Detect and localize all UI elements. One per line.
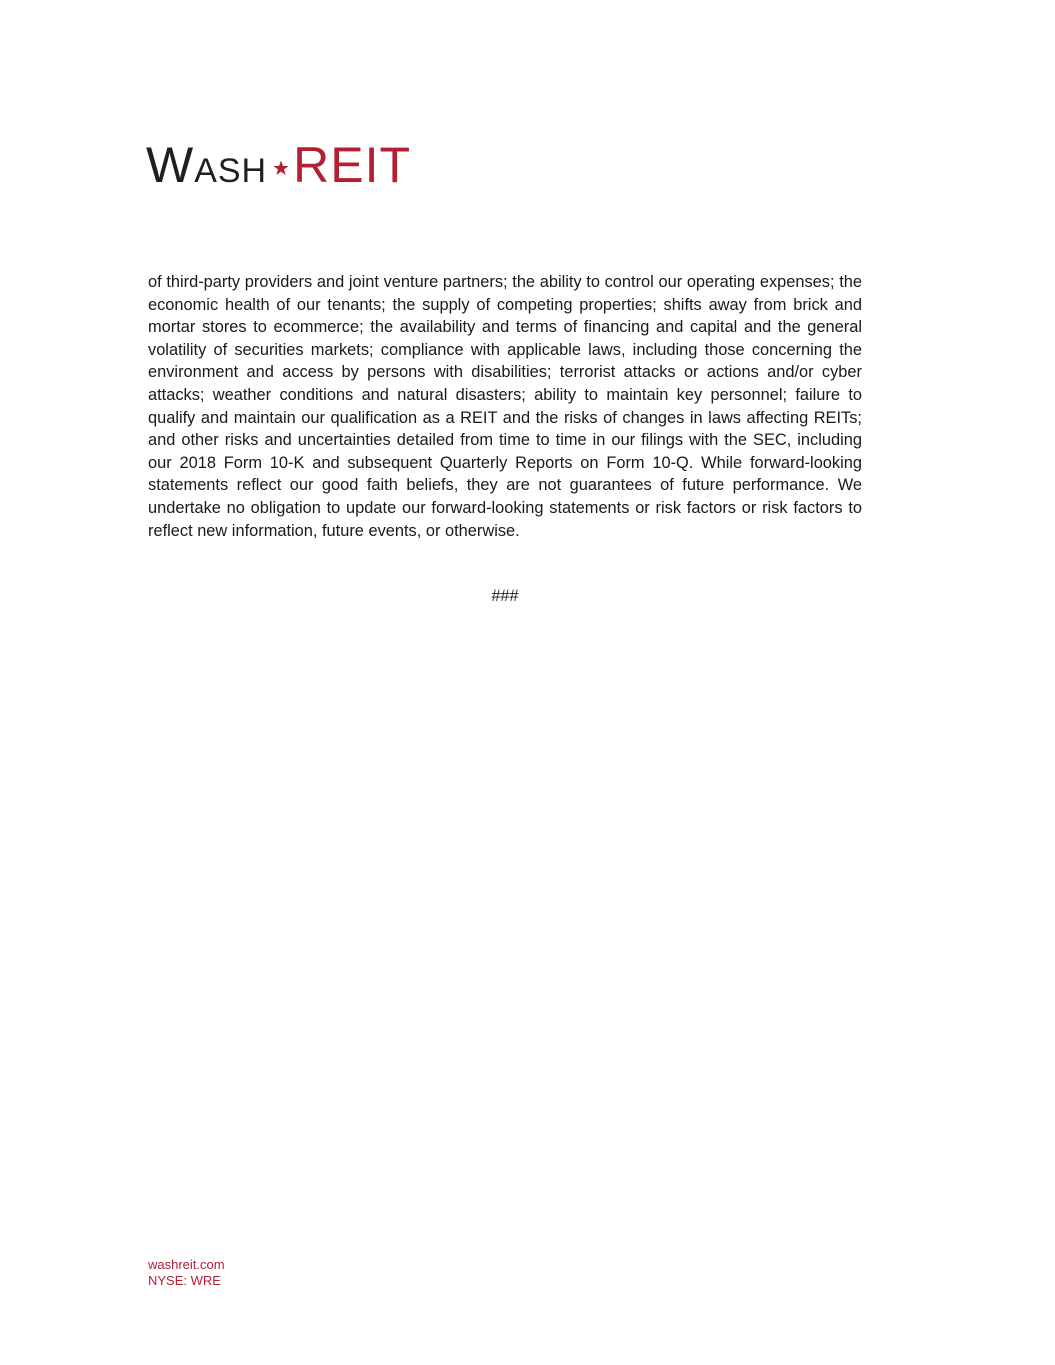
logo-reit-wordmark: REIT xyxy=(293,137,412,193)
forward-looking-statements-paragraph: of third-party providers and joint venture partners; the ability to control our operating expenses; the economic health of our tenants; the supply of competing properties; shifts away from brick and mortar stores to ecommerce; the availability and terms of financing and capital and the general volatility of securities markets; compliance with applicable laws, including those concerning the environment and access by persons with disabilities; terrorist attacks or actions and/or cyber attacks; weather conditions and natural disasters; ability to maintain key personnel; failure to qualify and maintain our qualification as a REIT and the risks of changes in laws affecting REITs; and other risks and uncertainties detailed from time to time in our filings with the SEC, including our 2018 Form 10-K and subsequent Quarterly Reports on Form 10-Q. While forward-looking statements reflect our good faith beliefs, they are not guarantees of future performance. We undertake no obligation to update our forward-looking statements or risk factors or risk factors to reflect new information, future events, or otherwise. xyxy=(148,273,862,540)
footer-ticker: NYSE: WRE xyxy=(148,1273,221,1288)
logo-wash-rest: ASH xyxy=(194,152,268,190)
company-logo xyxy=(146,137,412,193)
end-of-release-marker: ### xyxy=(491,587,519,605)
logo-wash-wordmark xyxy=(146,137,268,193)
footer-website-link[interactable]: washreit.com xyxy=(148,1257,225,1272)
logo-wash-initial: W xyxy=(146,137,195,193)
star-icon xyxy=(273,160,289,176)
footer xyxy=(148,1257,225,1289)
